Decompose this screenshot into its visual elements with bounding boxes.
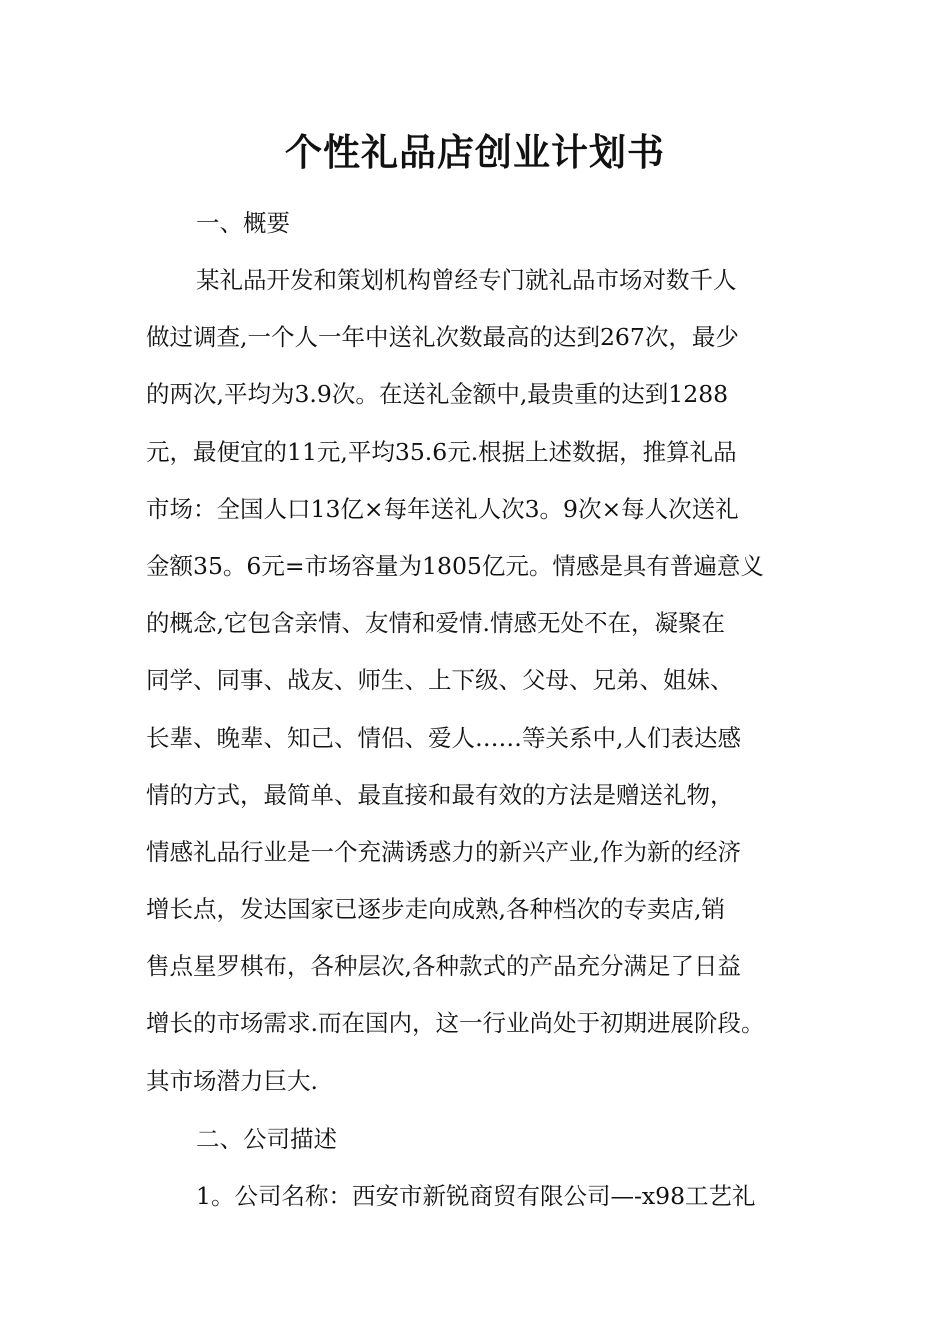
paragraph-line: 的概念,它包含亲情、友情和爱情.情感无处不在，凝聚在 [146, 609, 725, 638]
paragraph-line: 某礼品开发和策划机构曾经专门就礼品市场对数千人 [196, 266, 737, 294]
paragraph-line: 做过调查,一个人一年中送礼次数最高的达到267次，最少 [146, 323, 739, 352]
paragraph-line: 长辈、晚辈、知己、情侣、爱人……等关系中,人们表达感 [146, 723, 741, 752]
company-description-paragraph [146, 1181, 836, 1238]
paragraph-line: 其市场潜力巨大. [146, 1066, 318, 1095]
paragraph-line: 市场：全国人口13亿×每年送礼人次3。9次×每人次送礼 [146, 494, 739, 523]
paragraph-line: 同学、同事、战友、师生、上下级、父母、兄弟、姐妹、 [146, 666, 734, 695]
paragraph-line: 元，最便宜的11元,平均35.6元.根据上述数据，推算礼品 [146, 437, 737, 466]
paragraph-line: 1。公司名称：西安市新锐商贸有限公司—-x98工艺礼 [196, 1182, 756, 1210]
document-title: 个性礼品店创业计划书 [285, 130, 665, 174]
paragraph-line: 的两次,平均为3.9次。在送礼金额中,最贵重的达到1288 [146, 380, 729, 409]
paragraph-line: 情感礼品行业是一个充满诱惑力的新兴产业,作为新的经济 [146, 837, 741, 866]
paragraph-line: 情的方式，最简单、最直接和最有效的方法是赠送礼物， [146, 780, 734, 809]
paragraph-line: 售点星罗棋布，各种层次,各种款式的产品充分满足了日益 [146, 952, 741, 981]
section-heading-company-description: 二、公司描述 [196, 1125, 337, 1153]
paragraph-line: 增长点，发达国家已逐步走向成熟,各种档次的专卖店,销 [146, 895, 725, 924]
section-heading-overview: 一、概要 [196, 209, 290, 237]
overview-paragraph [146, 265, 836, 1123]
paragraph-line: 金额35。6元=市场容量为1805亿元。情感是具有普遍意义 [146, 551, 764, 580]
paragraph-line: 增长的市场需求.而在国内，这一行业尚处于初期进展阶段。 [146, 1009, 765, 1038]
